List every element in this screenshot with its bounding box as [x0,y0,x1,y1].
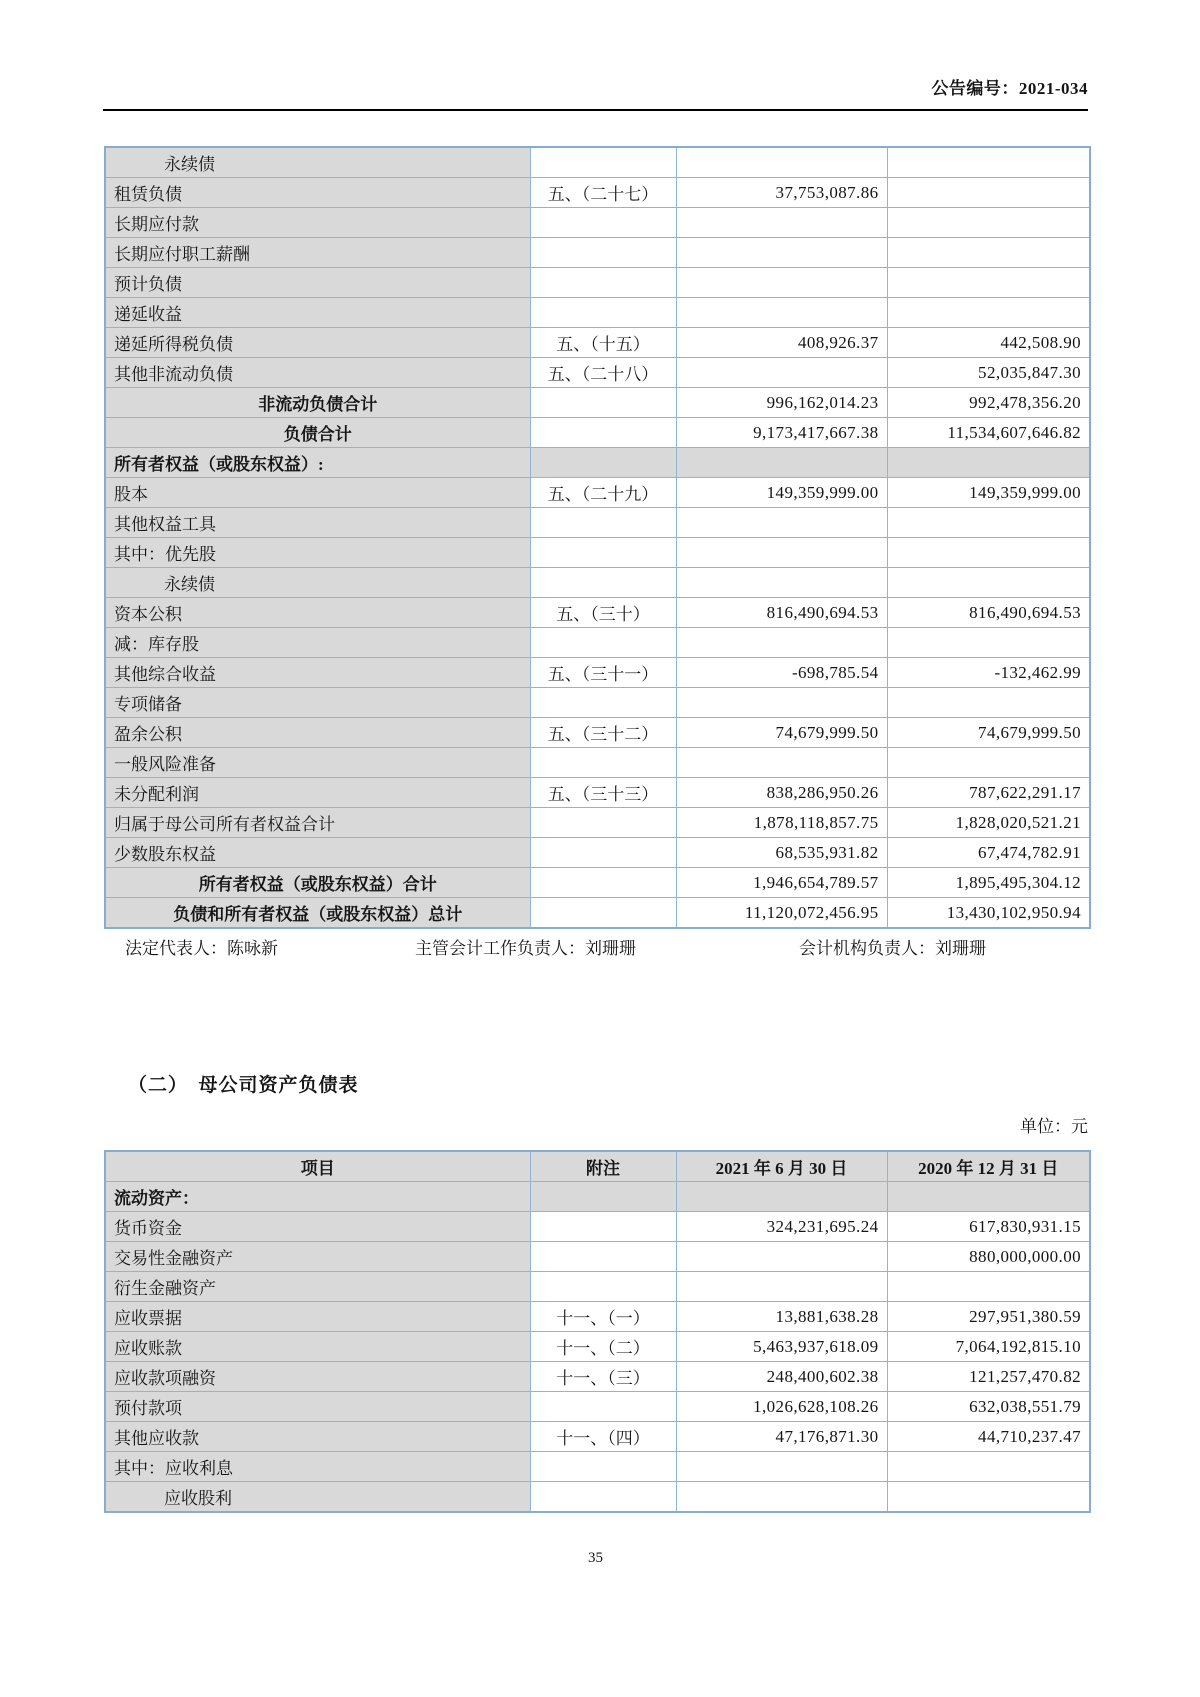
table-row [105,658,1090,688]
item-cell: 递延收益 [105,298,530,328]
table-row [105,1212,1090,1242]
table-row [105,1332,1090,1362]
value-2021-cell: 74,679,999.50 [676,718,887,748]
item-cell: 应收股利 [105,1482,530,1513]
note-cell [530,688,676,718]
value-2021-cell [676,147,887,178]
value-2020-cell [887,508,1090,538]
consolidated-balance-sheet-table [104,146,1091,929]
value-2020-cell: 632,038,551.79 [887,1392,1090,1422]
accounting-head: 会计机构负责人：刘珊珊 [799,939,986,958]
note-cell [530,418,676,448]
note-cell [530,238,676,268]
note-cell: 五、（二十七） [530,178,676,208]
chief-accountant: 主管会计工作负责人：刘珊珊 [415,939,636,958]
value-2020-cell: 74,679,999.50 [887,718,1090,748]
item-cell: 交易性金融资产 [105,1242,530,1272]
value-2020-cell [887,238,1090,268]
note-cell [530,568,676,598]
value-2020-cell: 880,000,000.00 [887,1242,1090,1272]
value-2020-cell: 816,490,694.53 [887,598,1090,628]
item-cell: 负债和所有者权益（或股东权益）总计 [105,898,530,929]
value-2021-cell: 1,026,628,108.26 [676,1392,887,1422]
table-row [105,508,1090,538]
table-row [105,898,1090,929]
value-2021-cell: 11,120,072,456.95 [676,898,887,929]
notice-number: 公告编号：2021-034 [931,79,1088,98]
table-row [105,298,1090,328]
table-row [105,748,1090,778]
parent-balance-sheet-table [104,1150,1091,1513]
table-row [105,388,1090,418]
table-row [105,478,1090,508]
value-2020-cell [887,1182,1090,1212]
table-row [105,598,1090,628]
table-row [105,448,1090,478]
note-cell [530,1242,676,1272]
value-2020-cell: 787,622,291.17 [887,778,1090,808]
value-2020-cell: 149,359,999.00 [887,478,1090,508]
table-row [105,418,1090,448]
value-2021-cell: -698,785.54 [676,658,887,688]
value-2020-cell: 11,534,607,646.82 [887,418,1090,448]
note-cell [530,208,676,238]
item-cell: 盈余公积 [105,718,530,748]
table-body [105,147,1090,928]
note-cell [530,508,676,538]
table-row [105,1302,1090,1332]
note-cell [530,808,676,838]
value-2021-cell [676,1482,887,1513]
item-cell: 应收账款 [105,1332,530,1362]
table-row [105,1452,1090,1482]
value-2020-cell: 1,895,495,304.12 [887,868,1090,898]
note-cell: 五、（三十） [530,598,676,628]
value-2021-cell: 149,359,999.00 [676,478,887,508]
value-2021-cell: 996,162,014.23 [676,388,887,418]
note-cell [530,268,676,298]
value-2020-cell [887,538,1090,568]
item-cell: 递延所得税负债 [105,328,530,358]
note-cell [530,1272,676,1302]
value-2020-cell [887,208,1090,238]
item-cell: 流动资产： [105,1182,530,1212]
value-2020-cell [887,268,1090,298]
note-cell [530,748,676,778]
value-2021-cell [676,1242,887,1272]
value-2021-cell: 37,753,087.86 [676,178,887,208]
value-2021-cell: 1,946,654,789.57 [676,868,887,898]
table-row [105,568,1090,598]
table-row [105,328,1090,358]
table-row [105,778,1090,808]
value-2020-cell [887,147,1090,178]
table-row [105,1182,1090,1212]
value-2021-cell [676,238,887,268]
table-row [105,1422,1090,1452]
note-cell [530,1182,676,1212]
table-row [105,808,1090,838]
value-2020-cell [887,1452,1090,1482]
table-row [105,718,1090,748]
item-cell: 长期应付款 [105,208,530,238]
value-2021-cell [676,298,887,328]
table-row [105,358,1090,388]
value-2020-cell: 1,828,020,521.21 [887,808,1090,838]
value-2020-cell: -132,462.99 [887,658,1090,688]
item-cell: 其他权益工具 [105,508,530,538]
note-cell [530,448,676,478]
note-cell [530,838,676,868]
header-note: 附注 [530,1151,676,1182]
value-2020-cell: 44,710,237.47 [887,1422,1090,1452]
note-cell [530,898,676,929]
item-cell: 应收票据 [105,1302,530,1332]
note-cell [530,868,676,898]
note-cell [530,388,676,418]
value-2020-cell: 7,064,192,815.10 [887,1332,1090,1362]
item-cell: 永续债 [105,568,530,598]
value-2021-cell [676,1272,887,1302]
value-2021-cell: 68,535,931.82 [676,838,887,868]
item-cell: 归属于母公司所有者权益合计 [105,808,530,838]
table-row [105,238,1090,268]
table-row [105,178,1090,208]
legal-representative: 法定代表人：陈咏新 [125,939,278,958]
value-2020-cell [887,748,1090,778]
item-cell: 货币资金 [105,1212,530,1242]
value-2021-cell: 838,286,950.26 [676,778,887,808]
table-row [105,838,1090,868]
item-cell: 其他应收款 [105,1422,530,1452]
note-cell [530,147,676,178]
table-row [105,1482,1090,1513]
value-2021-cell: 9,173,417,667.38 [676,418,887,448]
note-cell: 五、（三十三） [530,778,676,808]
note-cell [530,298,676,328]
value-2021-cell [676,268,887,298]
section-heading: （二） 母公司资产负债表 [128,1075,359,1096]
note-cell [530,1482,676,1513]
item-cell: 少数股东权益 [105,838,530,868]
value-2020-cell [887,448,1090,478]
value-2021-cell [676,1182,887,1212]
value-2020-cell [887,1482,1090,1513]
item-cell: 资本公积 [105,598,530,628]
header-2021: 2021 年 6 月 30 日 [676,1151,887,1182]
table-row [105,147,1090,178]
value-2020-cell [887,1272,1090,1302]
value-2021-cell [676,448,887,478]
note-cell [530,1452,676,1482]
note-cell [530,1212,676,1242]
table-row [105,208,1090,238]
item-cell: 其他综合收益 [105,658,530,688]
value-2021-cell [676,208,887,238]
value-2021-cell: 248,400,602.38 [676,1362,887,1392]
table-row [105,1392,1090,1422]
item-cell: 其中：优先股 [105,538,530,568]
value-2021-cell: 324,231,695.24 [676,1212,887,1242]
value-2021-cell [676,688,887,718]
note-cell: 五、（二十八） [530,358,676,388]
value-2020-cell [887,628,1090,658]
item-cell: 其中：应收利息 [105,1452,530,1482]
table-body [105,1182,1090,1513]
value-2020-cell: 297,951,380.59 [887,1302,1090,1332]
note-cell: 五、（三十二） [530,718,676,748]
header-item: 项目 [105,1151,530,1182]
table-row [105,268,1090,298]
value-2020-cell: 442,508.90 [887,328,1090,358]
item-cell: 长期应付职工薪酬 [105,238,530,268]
table-header-row [105,1151,1090,1182]
value-2021-cell: 816,490,694.53 [676,598,887,628]
item-cell: 股本 [105,478,530,508]
value-2021-cell: 47,176,871.30 [676,1422,887,1452]
table-row [105,1242,1090,1272]
header-divider [103,109,1088,111]
table-row [105,1272,1090,1302]
item-cell: 租赁负债 [105,178,530,208]
value-2021-cell: 1,878,118,857.75 [676,808,887,838]
item-cell: 衍生金融资产 [105,1272,530,1302]
value-2020-cell: 13,430,102,950.94 [887,898,1090,929]
note-cell: 十一、（四） [530,1422,676,1452]
table-row [105,1362,1090,1392]
value-2021-cell: 408,926.37 [676,328,887,358]
item-cell: 所有者权益（或股东权益）合计 [105,868,530,898]
value-2020-cell [887,688,1090,718]
value-2020-cell: 52,035,847.30 [887,358,1090,388]
value-2021-cell [676,1452,887,1482]
item-cell: 永续债 [105,147,530,178]
table-header [105,1151,1090,1182]
value-2020-cell [887,298,1090,328]
value-2021-cell [676,568,887,598]
item-cell: 预计负债 [105,268,530,298]
value-2020-cell [887,568,1090,598]
note-cell: 五、（三十一） [530,658,676,688]
note-cell [530,538,676,568]
note-cell: 十一、（三） [530,1362,676,1392]
item-cell: 未分配利润 [105,778,530,808]
item-cell: 其他非流动负债 [105,358,530,388]
value-2021-cell [676,358,887,388]
value-2021-cell [676,628,887,658]
page-number: 35 [588,1550,603,1566]
unit-label: 单位：元 [1020,1117,1088,1136]
item-cell: 非流动负债合计 [105,388,530,418]
note-cell: 十一、（一） [530,1302,676,1332]
item-cell: 所有者权益（或股东权益）: [105,448,530,478]
table-row [105,688,1090,718]
value-2020-cell: 121,257,470.82 [887,1362,1090,1392]
value-2021-cell [676,508,887,538]
table-row [105,628,1090,658]
value-2020-cell [887,178,1090,208]
item-cell: 减：库存股 [105,628,530,658]
note-cell: 五、（二十九） [530,478,676,508]
value-2020-cell: 67,474,782.91 [887,838,1090,868]
value-2020-cell: 617,830,931.15 [887,1212,1090,1242]
value-2021-cell [676,538,887,568]
table-row [105,538,1090,568]
header-2020: 2020 年 12 月 31 日 [887,1151,1090,1182]
table-row [105,868,1090,898]
value-2021-cell: 5,463,937,618.09 [676,1332,887,1362]
note-cell: 五、（十五） [530,328,676,358]
value-2020-cell: 992,478,356.20 [887,388,1090,418]
item-cell: 应收款项融资 [105,1362,530,1392]
item-cell: 专项储备 [105,688,530,718]
note-cell [530,628,676,658]
note-cell [530,1392,676,1422]
signature-line [103,934,1088,960]
value-2021-cell: 13,881,638.28 [676,1302,887,1332]
item-cell: 一般风险准备 [105,748,530,778]
item-cell: 预付款项 [105,1392,530,1422]
item-cell: 负债合计 [105,418,530,448]
value-2021-cell [676,748,887,778]
note-cell: 十一、（二） [530,1332,676,1362]
